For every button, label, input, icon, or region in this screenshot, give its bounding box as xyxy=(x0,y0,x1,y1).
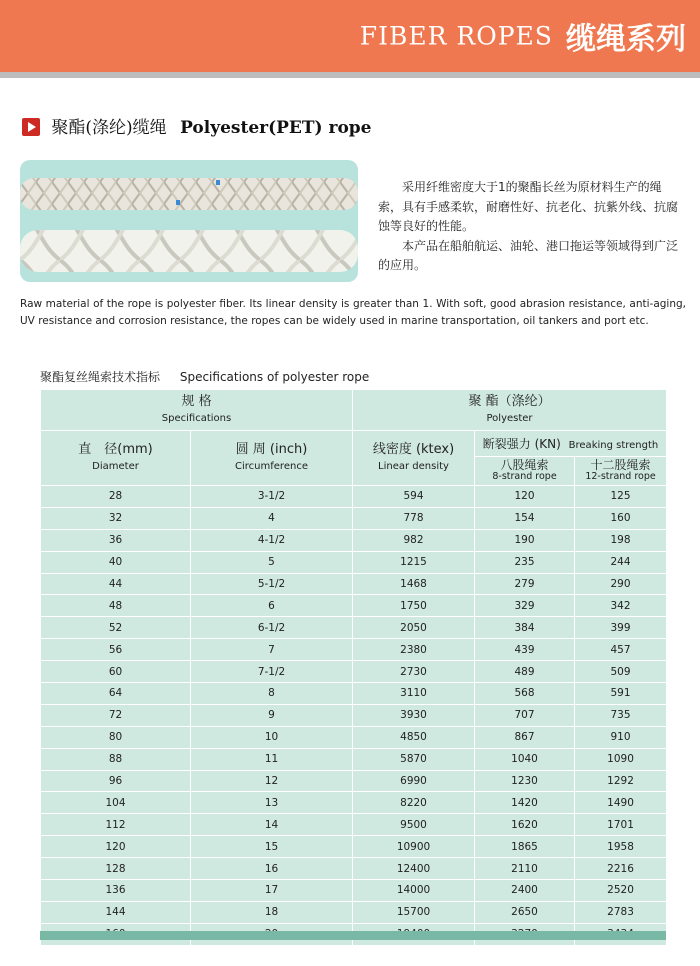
table-row xyxy=(41,836,667,858)
table-row xyxy=(41,704,667,726)
table-cell: 28 xyxy=(41,486,191,508)
table-cell: 707 xyxy=(475,704,575,726)
play-bullet-icon xyxy=(22,118,40,136)
linear-density-header xyxy=(353,431,475,486)
table-cell: 13 xyxy=(191,792,353,814)
banner-title-zh: 缆绳系列 xyxy=(566,22,686,57)
specifications-table xyxy=(40,389,667,946)
table-cell: 568 xyxy=(475,683,575,705)
table-cell: 16 xyxy=(191,858,353,880)
eight-strand-header-zh: 八股绳索 xyxy=(500,458,549,473)
table-cell: 60 xyxy=(41,661,191,683)
table-row xyxy=(41,770,667,792)
table-cell: 1420 xyxy=(475,792,575,814)
table-cell: 9 xyxy=(191,704,353,726)
material-header-zh: 聚 酯（涤纶） xyxy=(468,394,551,409)
chinese-description xyxy=(378,178,682,276)
table-cell: 15 xyxy=(191,836,353,858)
table-cell: 125 xyxy=(575,486,667,508)
table-cell: 64 xyxy=(41,683,191,705)
table-cell: 2050 xyxy=(353,617,475,639)
table-cell: 52 xyxy=(41,617,191,639)
table-cell: 10900 xyxy=(353,836,475,858)
table-cell: 144 xyxy=(41,901,191,923)
table-cell: 2520 xyxy=(575,880,667,902)
table-cell: 48 xyxy=(41,595,191,617)
table-row xyxy=(41,639,667,661)
table-cell: 120 xyxy=(41,836,191,858)
table-row xyxy=(41,595,667,617)
table-row xyxy=(41,748,667,770)
diameter-header xyxy=(41,431,191,486)
table-cell: 17 xyxy=(191,880,353,902)
table-cell: 5-1/2 xyxy=(191,573,353,595)
table-cell: 7 xyxy=(191,639,353,661)
table-cell: 7-1/2 xyxy=(191,661,353,683)
table-cell: 279 xyxy=(475,573,575,595)
table-cell: 5 xyxy=(191,551,353,573)
table-row xyxy=(41,551,667,573)
table-row xyxy=(41,683,667,705)
table-cell: 457 xyxy=(575,639,667,661)
table-cell: 6 xyxy=(191,595,353,617)
table-row xyxy=(41,726,667,748)
table-cell: 40 xyxy=(41,551,191,573)
table-cell: 4850 xyxy=(353,726,475,748)
table-cell: 5870 xyxy=(353,748,475,770)
table-cell: 1215 xyxy=(353,551,475,573)
table-cell: 6-1/2 xyxy=(191,617,353,639)
table-cell: 3110 xyxy=(353,683,475,705)
spec-header xyxy=(41,390,353,431)
table-cell: 128 xyxy=(41,858,191,880)
table-cell: 80 xyxy=(41,726,191,748)
twelve-strand-header-en: 12-strand rope xyxy=(585,471,656,483)
section-title xyxy=(22,113,372,138)
table-cell: 509 xyxy=(575,661,667,683)
table-cell: 1865 xyxy=(475,836,575,858)
table-cell: 104 xyxy=(41,792,191,814)
table-cell: 4-1/2 xyxy=(191,529,353,551)
table-row xyxy=(41,507,667,529)
section-title-zh: 聚酯(涤纶)缆绳 xyxy=(51,118,167,138)
table-row xyxy=(41,858,667,880)
table-cell: 136 xyxy=(41,880,191,902)
table-heading-en: Specifications of polyester rope xyxy=(179,370,370,384)
table-cell: 154 xyxy=(475,507,575,529)
table-row xyxy=(41,901,667,923)
table-cell: 36 xyxy=(41,529,191,551)
table-row xyxy=(41,792,667,814)
table-cell: 244 xyxy=(575,551,667,573)
linear-density-header-en: Linear density xyxy=(378,461,449,472)
zh-paragraph-2: 本产品在船舶航运、油轮、港口拖运等领域得到广泛的应用。 xyxy=(378,238,679,272)
english-description: Raw material of the rope is polyester fiber. Its linear density is greater than 1. With soft, good abrasion resistance, anti-aging, UV resistance and corrosion resistance, the ropes can be widely used in marine transportation, oil tankers and port etc. xyxy=(20,298,686,327)
table-cell: 1040 xyxy=(475,748,575,770)
diameter-header-en: Diameter xyxy=(92,461,139,472)
table-cell: 3930 xyxy=(353,704,475,726)
linear-density-header-zh: 线密度 (ktex) xyxy=(372,442,455,457)
table-cell: 2730 xyxy=(353,661,475,683)
table-cell: 2380 xyxy=(353,639,475,661)
table-cell: 8220 xyxy=(353,792,475,814)
table-cell: 1490 xyxy=(575,792,667,814)
table-cell: 342 xyxy=(575,595,667,617)
table-cell: 190 xyxy=(475,529,575,551)
table-cell: 8 xyxy=(191,683,353,705)
table-cell: 235 xyxy=(475,551,575,573)
circumference-header-zh: 圆 周 (inch) xyxy=(235,442,308,457)
table-cell: 778 xyxy=(353,507,475,529)
table-cell: 1958 xyxy=(575,836,667,858)
section-title-en: Polyester(PET) rope xyxy=(180,118,372,138)
spec-header-zh: 规 格 xyxy=(181,394,212,409)
table-row xyxy=(41,529,667,551)
table-cell: 120 xyxy=(475,486,575,508)
breaking-strength-header-zh: 断裂强力 (KN) xyxy=(482,437,561,452)
material-header-en: Polyester xyxy=(486,413,533,424)
diameter-header-zh: 直 径(mm) xyxy=(78,442,153,457)
circumference-header-en: Circumference xyxy=(235,461,308,472)
table-cell: 735 xyxy=(575,704,667,726)
zh-paragraph-1: 采用纤维密度大于1的聚酯长丝为原材料生产的绳索，具有手感柔软，耐磨性好、抗老化、抗紫外线、抗腐蚀等良好的性能。 xyxy=(378,180,679,233)
banner-title xyxy=(360,14,686,58)
table-cell: 290 xyxy=(575,573,667,595)
table-cell: 9500 xyxy=(353,814,475,836)
table-cell: 384 xyxy=(475,617,575,639)
table-heading xyxy=(40,368,369,385)
table-cell: 12400 xyxy=(353,858,475,880)
table-cell: 1230 xyxy=(475,770,575,792)
rope-illustration xyxy=(20,160,358,282)
table-body xyxy=(41,486,667,946)
table-cell: 15700 xyxy=(353,901,475,923)
table-cell: 11 xyxy=(191,748,353,770)
table-cell: 867 xyxy=(475,726,575,748)
table-cell: 1750 xyxy=(353,595,475,617)
table-bottom-bar xyxy=(40,931,666,940)
table-cell: 2110 xyxy=(475,858,575,880)
header-banner xyxy=(0,0,700,72)
table-cell: 4 xyxy=(191,507,353,529)
table-cell: 14 xyxy=(191,814,353,836)
table-cell: 2650 xyxy=(475,901,575,923)
table-row xyxy=(41,814,667,836)
table-cell: 489 xyxy=(475,661,575,683)
table-cell: 3-1/2 xyxy=(191,486,353,508)
table-cell: 594 xyxy=(353,486,475,508)
breaking-strength-header xyxy=(475,431,667,457)
table-row xyxy=(41,573,667,595)
table-row xyxy=(41,661,667,683)
table-cell: 2400 xyxy=(475,880,575,902)
table-cell: 1090 xyxy=(575,748,667,770)
table-cell: 18 xyxy=(191,901,353,923)
table-cell: 12 xyxy=(191,770,353,792)
banner-divider xyxy=(0,72,700,78)
table-cell: 591 xyxy=(575,683,667,705)
table-cell: 1620 xyxy=(475,814,575,836)
table-cell: 2216 xyxy=(575,858,667,880)
eight-strand-header xyxy=(475,457,575,486)
table-heading-zh: 聚酯复丝绳索技术指标 xyxy=(40,370,161,384)
table-cell: 96 xyxy=(41,770,191,792)
banner-title-en: FIBER ROPES xyxy=(359,21,553,51)
table-cell: 14000 xyxy=(353,880,475,902)
table-cell: 6990 xyxy=(353,770,475,792)
table-cell: 1701 xyxy=(575,814,667,836)
table-row xyxy=(41,486,667,508)
twelve-strand-header xyxy=(575,457,667,486)
table-cell: 112 xyxy=(41,814,191,836)
table-cell: 1292 xyxy=(575,770,667,792)
table-cell: 44 xyxy=(41,573,191,595)
table-cell: 198 xyxy=(575,529,667,551)
table-row xyxy=(41,617,667,639)
spec-header-en: Specifications xyxy=(161,413,232,424)
table-cell: 56 xyxy=(41,639,191,661)
table-cell: 982 xyxy=(353,529,475,551)
breaking-strength-header-en: Breaking strength xyxy=(568,440,659,452)
table-cell: 88 xyxy=(41,748,191,770)
table-cell: 399 xyxy=(575,617,667,639)
table-cell: 160 xyxy=(575,507,667,529)
circumference-header xyxy=(191,431,353,486)
table-cell: 439 xyxy=(475,639,575,661)
table-cell: 329 xyxy=(475,595,575,617)
twelve-strand-header-zh: 十二股绳索 xyxy=(590,458,651,473)
table-cell: 32 xyxy=(41,507,191,529)
table-cell: 2783 xyxy=(575,901,667,923)
material-header xyxy=(353,390,667,431)
eight-strand-header-en: 8-strand rope xyxy=(492,471,557,483)
rope-photo xyxy=(20,160,358,282)
table-row xyxy=(41,880,667,902)
table-cell: 10 xyxy=(191,726,353,748)
table-cell: 1468 xyxy=(353,573,475,595)
table-cell: 72 xyxy=(41,704,191,726)
table-cell: 910 xyxy=(575,726,667,748)
